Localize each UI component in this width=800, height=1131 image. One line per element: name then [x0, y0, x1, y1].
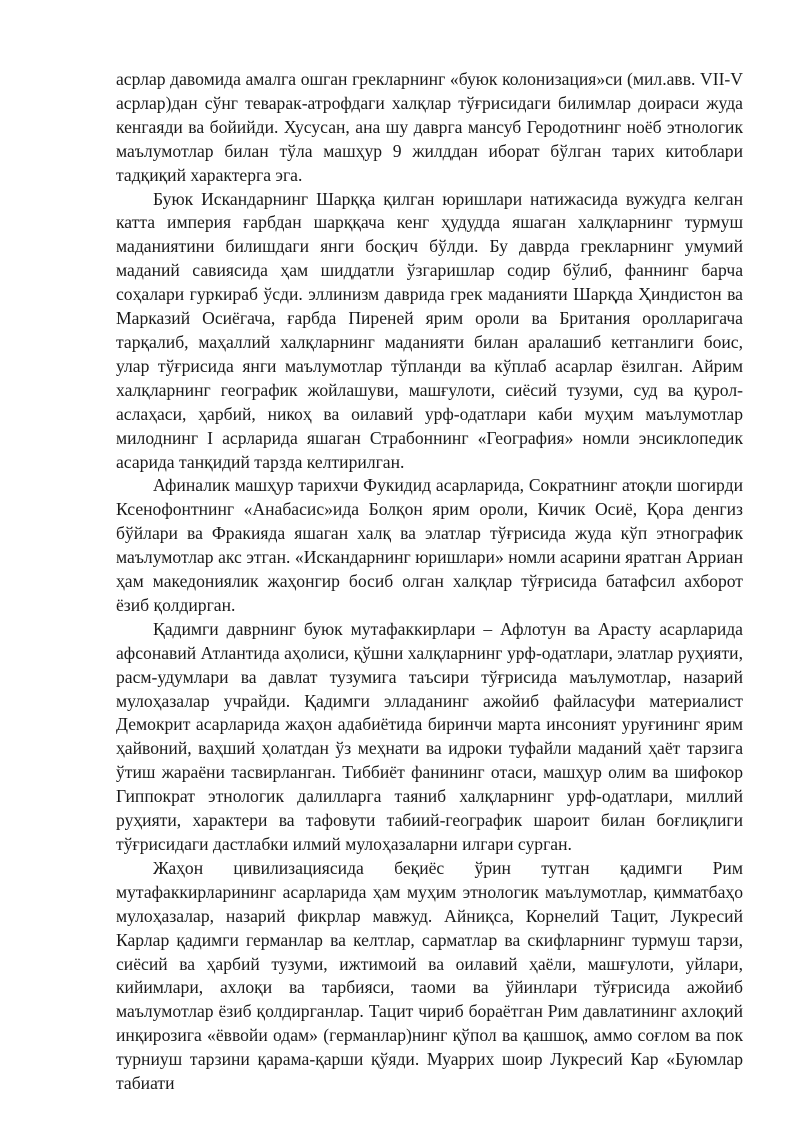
paragraph-plato-aristotle: Қадимги даврнинг буюк мутафаккирлари – Афлотун ва Арасту асарларида афсонавий Атлантида аҳолиси, қўшни халқларнинг урф-одатлари, элатлар руҳияти, расм-удумлари ва давлат тузумига таъсири тўғрисида маълумотлар, назарий мулоҳазалар учрайди. Қадимги элладанинг ажойиб файласуфи материалист Демокрит асарларида жаҳон адабиётида биринчи марта инсоният уруғининг ярим ҳайвоний, ваҳший ҳолатдан ўз меҳнати ва идроки туфайли маданий ҳаёт тарзига ўтиш жараёни тасвирланган. Тиббиёт фанининг отаси, машҳур олим ва шифокор Гиппократ этнологик далилларга таяниб халқларнинг урф-одатлари, миллий руҳияти, характери ва тафовути табиий-географик шароит билан боғлиқлиги тўғрисидаги дастлабки илмий мулоҳазаларни илгари сурган. — [116, 618, 743, 854]
paragraph-thucydides-xenophon: Афиналик машҳур тарихчи Фукидид асарларида, Сократнинг атоқли шогирди Ксенофонтнинг «Анабасис»ида Болқон ярим ороли, Кичик Осиё, Қора денгиз бўйлари ва Фракияда яшаган халқ ва элатлар тўғрисида жуда кўп этнографик маълумотлар акс этган. «Искандарнинг юришлари» номли асарини яратган Арриан ҳам македониялик жаҳонгир босиб олган халқлар тўғрисида батафсил ахборот ёзиб қолдирган. — [116, 475, 743, 615]
paragraph-colonization: асрлар давомида амалга ошган грекларнинг «буюк колонизация»си (мил.авв. VII-V асрлар)дан сўнг теварак-атрофдаги халқлар тўғрисидаги билимлар доираси жуда кенгаяди ва бойийди. Хусусан, ана шу даврга мансуб Геродотнинг ноёб этнологик маълумотлар билан тўла машҳур 9 жилддан иборат бўлган тарих китоблари тадқиқий характерга эга. — [116, 69, 743, 185]
paragraph-roman-thinkers: Жаҳон цивилизациясида беқиёс ўрин тутган қадимги Рим мутафаккирларининг асарларида ҳам муҳим этнологик маълумотлар, қимматбаҳо мулоҳазалар, назарий фикрлар мавжуд. Айниқса, Корнелий Тацит, Лукресий Карлар қадимги германлар ва келтлар, сарматлар ва скифларнинг турмуш тарзи, сиёсий ва ҳарбий тузуми, ижтимоий ва оилавий ҳаёли, машғулоти, уйлари, кийимлари, ахлоқи ва тарбияси, таоми ва ўйинлари тўғрисида ажойиб маълумотлар ёзиб қолдирганлар. Тацит чириб бораётган Рим давлатининг ахлоқий инқирозига «ёввойи одам» (германлар)нинг қўпол ва қашшоқ, аммо соғлом ва пок турниуш тарзини қарама-қарши қўяди. Муаррих шоир Лукресий Кар «Буюмлар табиати — [116, 857, 743, 1094]
document-page — [116, 68, 743, 1096]
paragraph-alexander-campaigns: Буюк Искандарнинг Шарққа қилган юришлари натижасида вужудга келган катта империя ғарбдан шарққача кенг ҳудудда яшаган халқларнинг турмуш маданиятини билишдаги янги босқич бўлди. Бу даврда грекларнинг умумий маданий савиясида ҳам шиддатли ўзгаришлар содир бўлиб, фаннинг барча соҳалари гуркираб ўсди. эллинизм даврида грек маданияти Шарқда Ҳиндистон ва Марказий Осиёгача, ғарбда Пиреней ярим ороли ва Британия оролларигача тарқалиб, маҳаллий халқларнинг маданияти билан аралашиб кетганлиги боис, улар тўғрисида янги маълумотлар тўпланди ва кўплаб асарлар ёзилган. Айрим халқларнинг географик жойлашуви, машғулоти, сиёсий тузуми, суд ва қурол-аслаҳаси, ҳарбий, никоҳ ва оилавий урф-одатлари каби муҳим маълумотлар милоднинг I асрларида яшаган Страбоннинг «География» номли энсиклопедик асарида танқидий тарзда келтирилган. — [116, 188, 743, 472]
